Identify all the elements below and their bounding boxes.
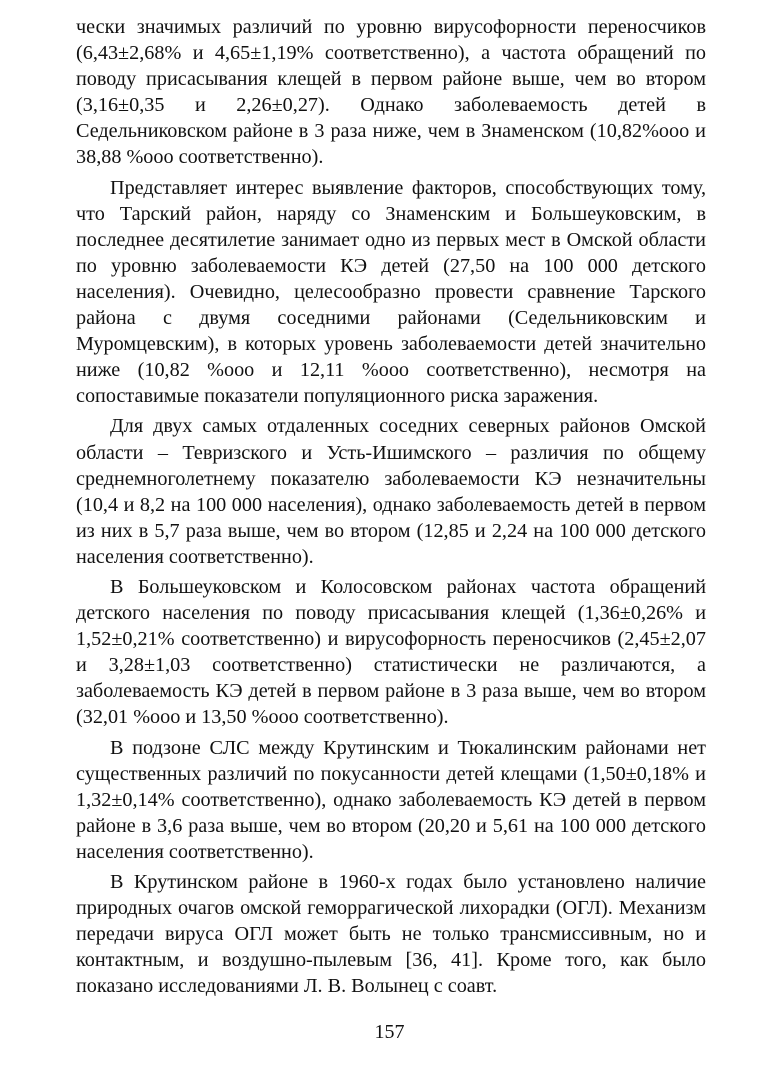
paragraph-tarsky: Представляет интерес выявление факторов, способствующих тому, что Тарский район, наряду со Знаменским и Большеуковским, в последнее десятилетие занимает одно из первых мест в Омской области по уровню заболеваемости КЭ детей (27,50 на 100 000 детского населения). Очевидно, целесообразно провести сравнение Тарского района с двумя соседними районами (Седельниковским и Муромцевским), в которых уровень заболеваемости детей значительно ниже (10,82 %ooo и 12,11 %ooo соответственно), несмотря на сопоставимые показатели популяционного риска заражения. — [76, 176, 706, 408]
page-number: 157 — [374, 1021, 405, 1043]
paragraph-bolsheuk: В Большеуковском и Колосовском районах частота обращений детского населения по поводу присасывания клещей (1,36±0,26% и 1,52±0,21% соответственно) и вирусофорность переносчиков (2,45±2,07 и 3,28±1,03 соответственно) статистически не различаются, а заболеваемость КЭ детей в первом районе в 3 раза выше, чем во втором (32,01 %ooo и 13,50 %ooo соответственно). — [76, 575, 706, 729]
paragraph-sls: В подзоне СЛС между Крутинским и Тюкалинским районами нет существенных различий по покусанности детей клещами (1,50±0,18% и 1,32±0,14% соответственно), однако заболеваемость КЭ детей в первом районе в 3,6 раза выше, чем во втором (20,20 и 5,61 на 100 000 детского населения соответственно). — [76, 736, 706, 863]
paragraph-tevriz: Для двух самых отдаленных соседних северных районов Омской области – Тевризского и Усть-Ишимского – различия по общему среднемноголетнему показателю заболеваемости КЭ незначительны (10,4 и 8,2 на 100 000 населения), однако заболеваемость детей в первом из них в 5,7 раза выше, чем во втором (12,85 и 2,24 на 100 000 детского населения соответственно). — [76, 415, 706, 568]
page-body — [76, 14, 706, 999]
paragraph-continuation: чески значимых различий по уровню вирусофорности переносчиков (6,43±2,68% и 4,65±1,19% соответственно), а частота обращений по поводу присасывания клещей в первом районе выше, чем во втором (3,16±0,35 и 2,26±0,27). Однако заболеваемость детей в Седельниковском районе в 3 раза ниже, чем в Знаменском (10,82%ooo и 38,88 %ooo соответственно). — [76, 16, 706, 169]
paragraph-krutinsky: В Крутинском районе в 1960-х годах было установлено наличие природных очагов омской геморрагической лихорадки (ОГЛ). Механизм передачи вируса ОГЛ может быть не только трансмиссивным, но и контактным, и воздушно-пылевым [36, 41]. Кроме того, как было показано исследованиями Л. В. Волынец с соавт. — [76, 871, 706, 998]
